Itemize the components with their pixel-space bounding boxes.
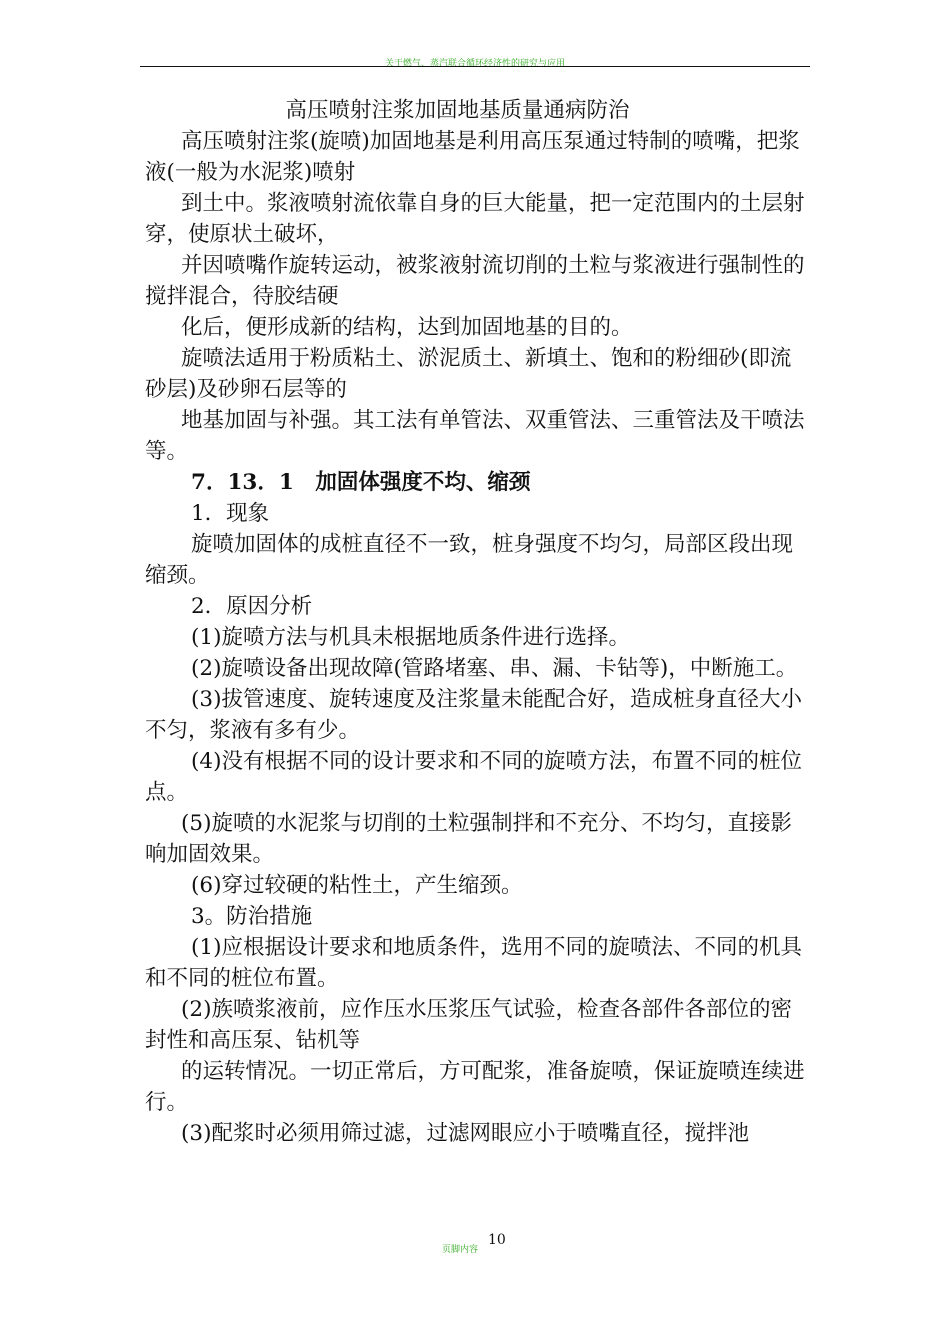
phenomenon-text: 旋喷加固体的成桩直径不一致，桩身强度不均匀，局部区段出现缩颈。 [145, 532, 794, 588]
measure-item-2-cont: 的运转情况。一切正常后，方可配浆，准备旋喷，保证旋喷连续进行。 [145, 1059, 805, 1115]
paragraph-intro-3: 并因喷嘴作旋转运动，被浆液射流切削的土粒与浆液进行强制性的搅拌混合，待胶结硬 [145, 253, 805, 309]
cause-item-1: (1)旋喷方法与机具未根据地质条件进行选择。 [191, 625, 630, 650]
section-heading: 7．13．1 加固体强度不均、缩颈 [191, 470, 531, 495]
cause-item-2: (2)旋喷设备出现故障(管路堵塞、串、漏、卡钻等)，中断施工。 [191, 656, 798, 681]
cause-title: 2．原因分析 [191, 594, 313, 619]
cause-item-5: (5)旋喷的水泥浆与切削的土粒强制拌和不充分、不均匀，直接影响加固效果。 [145, 811, 792, 867]
document-body [145, 95, 810, 1149]
footer-label: 页脚内容 [442, 1245, 479, 1255]
page-number: 10 [488, 1232, 506, 1248]
measure-item-1: (1)应根据设计要求和地质条件，选用不同的旋喷法、不同的机具和不同的桩位布置。 [145, 935, 802, 991]
document-title: 高压喷射注浆加固地基质量通病防治 [285, 98, 630, 123]
header-text: 关于燃气、蒸汽联合循环经济性的研究与应用 [384, 59, 565, 69]
header-rule [140, 66, 810, 67]
measure-item-2: (2)族喷浆液前，应作压水压浆压气试验，检查各部件各部位的密封性和高压泵、钻机等 [145, 997, 792, 1053]
measure-item-3: (3)配浆时必须用筛过滤，过滤网眼应小于喷嘴直径，搅拌池 [181, 1121, 749, 1146]
paragraph-intro-5: 旋喷法适用于粉质粘土、淤泥质土、新填土、饱和的粉细砂(即流砂层)及砂卵石层等的 [145, 346, 792, 402]
cause-item-4: (4)没有根据不同的设计要求和不同的旋喷方法，布置不同的桩位点。 [145, 749, 802, 805]
phenomenon-title: 1．现象 [191, 501, 270, 526]
measures-title: 3。防治措施 [191, 904, 313, 929]
paragraph-intro-2: 到土中。浆液喷射流依靠自身的巨大能量，把一定范围内的土层射穿，使原状土破坏， [145, 191, 805, 247]
paragraph-intro-4: 化后，便形成新的结构，达到加固地基的目的。 [181, 315, 633, 340]
cause-item-3: (3)拔管速度、旋转速度及注浆量未能配合好，造成桩身直径大小不匀，浆液有多有少。 [145, 687, 802, 743]
paragraph-intro-1: 高压喷射注浆(旋喷)加固地基是利用高压泵通过特制的喷嘴，把浆液(一般为水泥浆)喷射 [145, 129, 800, 185]
paragraph-intro-6: 地基加固与补强。其工法有单管法、双重管法、三重管法及干喷法等。 [145, 408, 805, 464]
cause-item-6: (6)穿过较硬的粘性土，产生缩颈。 [191, 873, 523, 898]
